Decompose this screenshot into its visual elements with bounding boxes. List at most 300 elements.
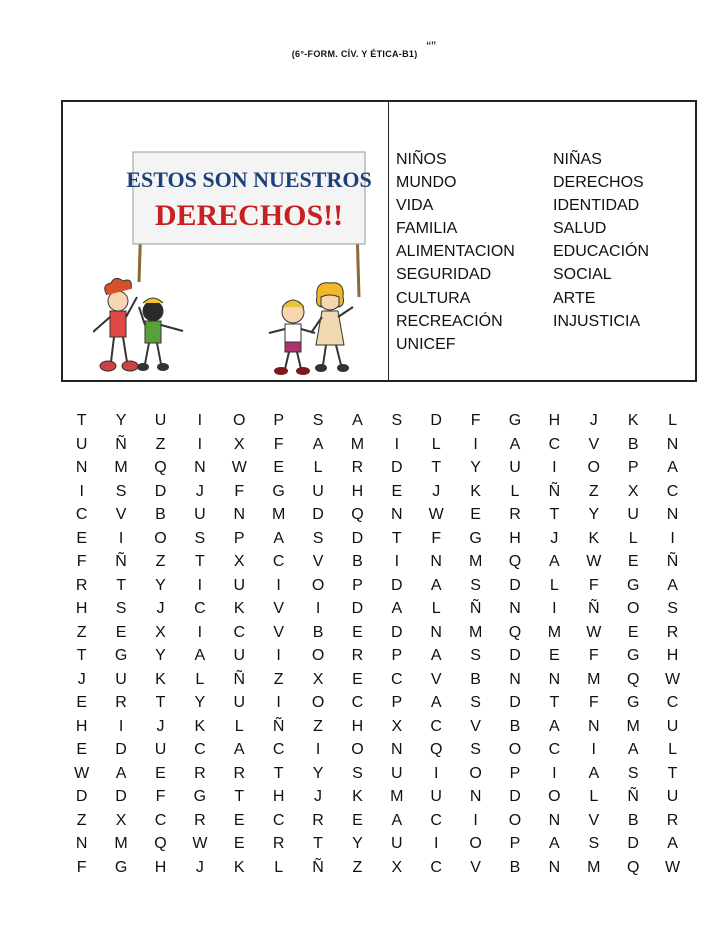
grid-letter[interactable]: D [509, 694, 521, 711]
grid-letter[interactable]: G [469, 529, 482, 547]
grid-letter[interactable]: K [352, 788, 363, 805]
grid-letter[interactable]: W [74, 764, 90, 782]
grid-letter[interactable]: T [391, 529, 402, 547]
grid-letter[interactable]: E [115, 623, 127, 641]
grid-letter[interactable]: F [234, 482, 245, 500]
grid-letter[interactable]: I [315, 600, 321, 617]
grid-letter[interactable]: D [351, 600, 364, 617]
grid-letter[interactable]: I [276, 694, 281, 711]
grid-letter[interactable]: S [312, 529, 324, 547]
grid-letter[interactable]: L [431, 600, 441, 617]
grid-letter[interactable]: N [233, 506, 246, 523]
grid-letter[interactable]: C [666, 694, 679, 711]
grid-letter[interactable]: M [468, 623, 483, 641]
grid-letter[interactable]: Ñ [469, 600, 482, 617]
grid-letter[interactable]: K [233, 858, 245, 876]
grid-letter[interactable]: L [668, 412, 677, 429]
grid-letter[interactable]: B [509, 858, 521, 876]
grid-letter[interactable]: I [433, 835, 439, 852]
grid-letter[interactable]: Z [273, 670, 284, 688]
grid-letter[interactable]: D [509, 576, 521, 594]
grid-letter[interactable]: I [473, 435, 478, 453]
grid-letter[interactable]: V [273, 600, 284, 617]
grid-letter[interactable]: F [470, 412, 481, 429]
grid-letter[interactable]: O [311, 694, 325, 711]
grid-letter[interactable]: W [231, 459, 247, 476]
grid-letter[interactable]: I [473, 811, 478, 829]
grid-letter[interactable]: N [469, 788, 482, 805]
grid-letter[interactable]: N [75, 459, 88, 476]
grid-letter[interactable]: E [470, 506, 481, 523]
grid-letter[interactable]: M [626, 717, 640, 735]
grid-letter[interactable]: P [391, 647, 403, 664]
grid-letter[interactable]: Q [508, 623, 522, 641]
grid-letter[interactable]: I [197, 412, 203, 429]
grid-letter[interactable]: R [194, 811, 206, 829]
grid-letter[interactable]: A [430, 576, 442, 594]
grid-letter[interactable]: V [588, 811, 600, 829]
grid-letter[interactable]: Y [155, 576, 166, 594]
grid-letter[interactable]: M [271, 506, 286, 523]
grid-letter[interactable]: Ñ [233, 670, 246, 688]
grid-letter[interactable]: E [352, 811, 363, 829]
grid-letter[interactable]: A [273, 529, 284, 547]
grid-letter[interactable]: D [391, 576, 403, 594]
grid-letter[interactable]: L [668, 741, 677, 758]
grid-letter[interactable]: K [588, 529, 600, 547]
grid-letter[interactable]: M [114, 835, 128, 852]
grid-letter[interactable]: I [591, 741, 596, 758]
grid-letter[interactable]: S [115, 482, 127, 500]
grid-letter[interactable]: S [115, 600, 127, 617]
grid-letter[interactable]: E [155, 764, 166, 782]
grid-letter[interactable]: E [76, 741, 88, 758]
grid-letter[interactable]: Y [194, 694, 206, 711]
grid-letter[interactable]: A [115, 764, 127, 782]
grid-letter[interactable]: I [394, 435, 400, 453]
grid-letter[interactable]: O [469, 835, 482, 852]
grid-letter[interactable]: T [549, 506, 560, 523]
grid-letter[interactable]: T [273, 764, 284, 782]
grid-letter[interactable]: U [509, 459, 521, 476]
grid-letter[interactable]: E [627, 623, 639, 641]
grid-letter[interactable]: T [234, 788, 245, 805]
grid-letter[interactable]: Q [351, 506, 364, 523]
grid-letter[interactable]: U [194, 506, 206, 523]
grid-letter[interactable]: F [588, 576, 599, 594]
grid-letter[interactable]: O [154, 529, 167, 547]
grid-letter[interactable]: M [587, 858, 601, 876]
grid-letter[interactable]: S [627, 764, 639, 782]
grid-letter[interactable]: D [509, 647, 521, 664]
grid-letter[interactable]: A [667, 576, 678, 594]
grid-letter[interactable]: D [351, 529, 364, 547]
grid-letter[interactable]: H [509, 529, 521, 547]
grid-letter[interactable]: Q [154, 835, 167, 852]
grid-letter[interactable]: D [312, 506, 324, 523]
grid-letter[interactable]: E [76, 694, 88, 711]
grid-letter[interactable]: J [589, 412, 598, 429]
grid-letter[interactable]: L [234, 717, 244, 735]
grid-letter[interactable]: U [233, 576, 246, 594]
grid-letter[interactable]: Z [76, 623, 87, 641]
grid-letter[interactable]: B [627, 811, 639, 829]
grid-letter[interactable]: E [391, 482, 403, 500]
grid-letter[interactable]: F [588, 694, 599, 711]
grid-letter[interactable]: V [470, 858, 481, 876]
grid-letter[interactable]: S [470, 576, 481, 594]
grid-letter[interactable]: Y [588, 506, 600, 523]
grid-letter[interactable]: B [509, 717, 521, 735]
grid-letter[interactable]: L [274, 858, 284, 876]
grid-letter[interactable]: J [195, 858, 204, 876]
grid-letter[interactable]: N [548, 670, 561, 688]
grid-letter[interactable]: E [352, 623, 363, 641]
grid-letter[interactable]: R [666, 623, 679, 641]
grid-letter[interactable]: H [351, 717, 364, 735]
grid-letter[interactable]: P [509, 764, 521, 782]
grid-letter[interactable]: N [75, 835, 88, 852]
grid-letter[interactable]: C [430, 858, 442, 876]
grid-letter[interactable]: I [118, 717, 124, 735]
grid-letter[interactable]: I [552, 600, 557, 617]
grid-letter[interactable]: L [510, 482, 520, 500]
grid-letter[interactable]: L [589, 788, 599, 805]
grid-letter[interactable]: R [509, 506, 521, 523]
grid-letter[interactable]: Ñ [312, 858, 324, 876]
grid-letter[interactable]: N [430, 553, 442, 570]
grid-letter[interactable]: D [391, 623, 403, 641]
grid-letter[interactable]: T [667, 764, 678, 782]
grid-letter[interactable]: A [667, 459, 678, 476]
grid-letter[interactable]: P [627, 459, 639, 476]
grid-letter[interactable]: H [548, 412, 561, 429]
grid-letter[interactable]: N [548, 811, 561, 829]
grid-letter[interactable]: M [114, 459, 128, 476]
grid-letter[interactable]: L [549, 576, 559, 594]
grid-letter[interactable]: I [79, 482, 84, 500]
grid-letter[interactable]: I [552, 764, 557, 782]
grid-letter[interactable]: G [508, 412, 522, 429]
grid-letter[interactable]: O [508, 741, 522, 758]
grid-letter[interactable]: Q [154, 459, 167, 476]
grid-letter[interactable]: O [311, 647, 325, 664]
grid-letter[interactable]: K [233, 600, 245, 617]
grid-letter[interactable]: I [276, 647, 281, 664]
grid-letter[interactable]: U [430, 788, 442, 805]
grid-letter[interactable]: C [430, 717, 442, 735]
grid-letter[interactable]: Ñ [548, 482, 561, 500]
grid-letter[interactable]: X [115, 811, 127, 829]
grid-letter[interactable]: O [548, 788, 561, 805]
grid-letter[interactable]: J [432, 482, 441, 500]
grid-letter[interactable]: N [194, 459, 206, 476]
grid-letter[interactable]: T [194, 553, 205, 570]
grid-letter[interactable]: W [192, 835, 208, 852]
grid-letter[interactable]: A [312, 435, 324, 453]
grid-letter[interactable]: K [155, 670, 166, 688]
grid-letter[interactable]: F [431, 529, 442, 547]
grid-letter[interactable]: I [197, 435, 203, 453]
grid-letter[interactable]: I [394, 553, 400, 570]
grid-letter[interactable]: Ñ [272, 717, 285, 735]
grid-letter[interactable]: Q [429, 741, 443, 758]
grid-letter[interactable]: Q [626, 858, 640, 876]
grid-letter[interactable]: R [115, 694, 127, 711]
grid-letter[interactable]: D [509, 788, 521, 805]
grid-letter[interactable]: M [390, 788, 404, 805]
grid-letter[interactable]: C [391, 670, 403, 688]
grid-letter[interactable]: E [627, 553, 639, 570]
grid-letter[interactable]: J [314, 788, 323, 805]
grid-letter[interactable]: R [351, 647, 364, 664]
grid-letter[interactable]: N [666, 435, 679, 453]
grid-letter[interactable]: C [548, 741, 561, 758]
grid-letter[interactable]: O [587, 459, 600, 476]
grid-letter[interactable]: R [272, 835, 285, 852]
grid-letter[interactable]: T [549, 694, 560, 711]
grid-letter[interactable]: N [666, 506, 679, 523]
grid-letter[interactable]: C [666, 482, 679, 500]
grid-letter[interactable]: H [351, 482, 364, 500]
grid-letter[interactable]: Ñ [627, 788, 639, 805]
grid-letter[interactable]: P [233, 529, 245, 547]
grid-letter[interactable]: K [470, 482, 481, 500]
grid-letter[interactable]: S [312, 412, 324, 429]
grid-letter[interactable]: T [313, 835, 323, 852]
grid-letter[interactable]: H [272, 788, 285, 805]
grid-letter[interactable]: S [470, 741, 481, 758]
grid-letter[interactable]: A [509, 435, 521, 453]
grid-letter[interactable]: Ñ [115, 435, 127, 453]
grid-letter[interactable]: D [627, 835, 639, 852]
grid-letter[interactable]: A [194, 647, 206, 664]
grid-letter[interactable]: Z [155, 553, 166, 570]
grid-letter[interactable]: C [272, 811, 285, 829]
grid-letter[interactable]: C [272, 741, 285, 758]
grid-letter[interactable]: L [195, 670, 205, 688]
grid-letter[interactable]: B [470, 670, 481, 688]
grid-letter[interactable]: G [193, 788, 207, 805]
grid-letter[interactable]: V [470, 717, 481, 735]
grid-letter[interactable]: U [75, 435, 88, 453]
grid-letter[interactable]: C [233, 623, 246, 641]
grid-letter[interactable]: R [194, 764, 206, 782]
grid-letter[interactable]: W [665, 670, 681, 688]
grid-letter[interactable]: P [391, 694, 403, 711]
grid-letter[interactable]: R [666, 811, 679, 829]
grid-letter[interactable]: I [197, 576, 203, 594]
grid-letter[interactable]: J [550, 529, 559, 547]
grid-letter[interactable]: P [352, 576, 363, 594]
grid-letter[interactable]: E [76, 529, 88, 547]
grid-letter[interactable]: Z [352, 858, 363, 876]
grid-letter[interactable]: G [272, 482, 285, 500]
grid-letter[interactable]: D [75, 788, 88, 805]
grid-letter[interactable]: I [315, 741, 321, 758]
grid-letter[interactable]: F [76, 553, 87, 570]
grid-letter[interactable]: J [195, 482, 204, 500]
grid-letter[interactable]: O [311, 576, 325, 594]
grid-letter[interactable]: C [154, 811, 167, 829]
grid-letter[interactable]: A [549, 835, 560, 852]
grid-letter[interactable]: N [391, 741, 403, 758]
grid-letter[interactable]: W [586, 553, 602, 570]
grid-letter[interactable]: U [154, 412, 167, 429]
grid-letter[interactable]: R [233, 764, 246, 782]
grid-letter[interactable]: T [155, 694, 166, 711]
grid-letter[interactable]: F [273, 435, 284, 453]
grid-letter[interactable]: B [312, 623, 324, 641]
grid-letter[interactable]: R [351, 459, 364, 476]
grid-letter[interactable]: J [156, 600, 165, 617]
grid-letter[interactable]: U [154, 741, 167, 758]
grid-letter[interactable]: C [194, 741, 206, 758]
grid-letter[interactable]: U [115, 670, 127, 688]
grid-letter[interactable]: O [508, 811, 522, 829]
grid-letter[interactable]: U [627, 506, 639, 523]
grid-letter[interactable]: P [509, 835, 521, 852]
grid-letter[interactable]: M [468, 553, 483, 570]
grid-letter[interactable]: E [352, 670, 363, 688]
grid-letter[interactable]: E [233, 835, 245, 852]
grid-letter[interactable]: Y [115, 412, 127, 429]
grid-letter[interactable]: U [391, 835, 403, 852]
grid-letter[interactable]: D [115, 741, 127, 758]
grid-letter[interactable]: E [549, 647, 560, 664]
grid-letter[interactable]: F [588, 647, 599, 664]
grid-letter[interactable]: H [75, 600, 88, 617]
grid-letter[interactable]: R [75, 576, 88, 594]
grid-letter[interactable]: G [114, 858, 128, 876]
grid-letter[interactable]: C [548, 435, 561, 453]
grid-letter[interactable]: B [155, 506, 166, 523]
grid-letter[interactable]: U [666, 717, 679, 735]
grid-letter[interactable]: G [114, 647, 128, 664]
grid-letter[interactable]: S [588, 835, 600, 852]
grid-letter[interactable]: C [430, 811, 442, 829]
grid-letter[interactable]: G [626, 647, 640, 664]
grid-letter[interactable]: N [430, 623, 442, 641]
grid-letter[interactable]: X [627, 482, 639, 500]
grid-letter[interactable]: I [118, 529, 124, 547]
grid-letter[interactable]: A [352, 412, 363, 429]
grid-letter[interactable]: Ñ [115, 553, 127, 570]
grid-letter[interactable]: H [75, 717, 88, 735]
grid-letter[interactable]: D [115, 788, 127, 805]
grid-letter[interactable]: X [391, 858, 403, 876]
grid-letter[interactable]: X [233, 553, 245, 570]
grid-letter[interactable]: X [391, 717, 403, 735]
grid-letter[interactable]: V [273, 623, 284, 641]
grid-letter[interactable]: I [197, 623, 203, 641]
grid-letter[interactable]: U [391, 764, 403, 782]
grid-letter[interactable]: D [430, 412, 442, 429]
grid-letter[interactable]: C [272, 553, 285, 570]
grid-letter[interactable]: X [155, 623, 166, 641]
grid-letter[interactable]: N [509, 670, 521, 688]
grid-letter[interactable]: R [312, 811, 324, 829]
grid-letter[interactable]: S [194, 529, 206, 547]
grid-letter[interactable]: C [75, 506, 88, 523]
grid-letter[interactable]: W [586, 623, 602, 641]
grid-letter[interactable]: X [233, 435, 245, 453]
grid-letter[interactable]: X [312, 670, 324, 688]
grid-letter[interactable]: M [547, 623, 562, 641]
grid-letter[interactable]: E [273, 459, 284, 476]
grid-letter[interactable]: N [391, 506, 403, 523]
grid-letter[interactable]: U [312, 482, 324, 500]
grid-letter[interactable]: C [351, 694, 364, 711]
grid-letter[interactable]: A [391, 600, 403, 617]
grid-letter[interactable]: Ñ [587, 600, 600, 617]
grid-letter[interactable]: V [430, 670, 442, 688]
grid-letter[interactable]: A [549, 717, 560, 735]
grid-letter[interactable]: N [509, 600, 521, 617]
grid-letter[interactable]: H [154, 858, 167, 876]
grid-letter[interactable]: A [588, 764, 600, 782]
grid-letter[interactable]: Y [155, 647, 166, 664]
grid-letter[interactable]: N [587, 717, 600, 735]
grid-letter[interactable]: A [627, 741, 639, 758]
grid-letter[interactable]: T [431, 459, 442, 476]
grid-letter[interactable]: S [391, 412, 403, 429]
grid-letter[interactable]: L [628, 529, 638, 547]
grid-letter[interactable]: Q [626, 670, 640, 688]
grid-letter[interactable]: I [670, 529, 675, 547]
grid-letter[interactable]: S [667, 600, 678, 617]
grid-letter[interactable]: U [233, 694, 246, 711]
grid-letter[interactable]: G [626, 576, 640, 594]
grid-letter[interactable]: E [233, 811, 245, 829]
grid-letter[interactable]: J [77, 670, 86, 688]
grid-letter[interactable]: H [666, 647, 679, 664]
grid-letter[interactable]: A [430, 647, 442, 664]
grid-letter[interactable]: O [469, 764, 482, 782]
grid-letter[interactable]: O [233, 412, 246, 429]
grid-letter[interactable]: Z [76, 811, 87, 829]
grid-letter[interactable]: D [154, 482, 167, 500]
grid-letter[interactable]: O [351, 741, 364, 758]
grid-letter[interactable]: Z [155, 435, 166, 453]
grid-letter[interactable]: N [548, 858, 561, 876]
grid-letter[interactable]: T [76, 412, 87, 429]
grid-letter[interactable]: L [431, 435, 441, 453]
grid-letter[interactable]: I [552, 459, 557, 476]
grid-letter[interactable]: U [666, 788, 679, 805]
grid-letter[interactable]: U [233, 647, 246, 664]
grid-letter[interactable]: T [76, 647, 87, 664]
grid-letter[interactable]: A [430, 694, 442, 711]
grid-letter[interactable]: S [470, 647, 481, 664]
grid-letter[interactable]: T [116, 576, 126, 594]
grid-letter[interactable]: I [276, 576, 281, 594]
grid-letter[interactable]: O [626, 600, 640, 617]
grid-letter[interactable]: C [194, 600, 206, 617]
grid-letter[interactable]: I [433, 764, 439, 782]
grid-letter[interactable]: Z [313, 717, 323, 735]
grid-letter[interactable]: Ñ [666, 553, 679, 570]
grid-letter[interactable]: K [627, 412, 639, 429]
grid-letter[interactable]: M [350, 435, 365, 453]
grid-letter[interactable]: A [391, 811, 403, 829]
grid-letter[interactable]: B [352, 553, 363, 570]
grid-letter[interactable]: Z [588, 482, 599, 500]
grid-letter[interactable]: L [313, 459, 323, 476]
grid-letter[interactable]: A [233, 741, 245, 758]
grid-letter[interactable]: S [352, 764, 363, 782]
grid-letter[interactable]: D [391, 459, 403, 476]
